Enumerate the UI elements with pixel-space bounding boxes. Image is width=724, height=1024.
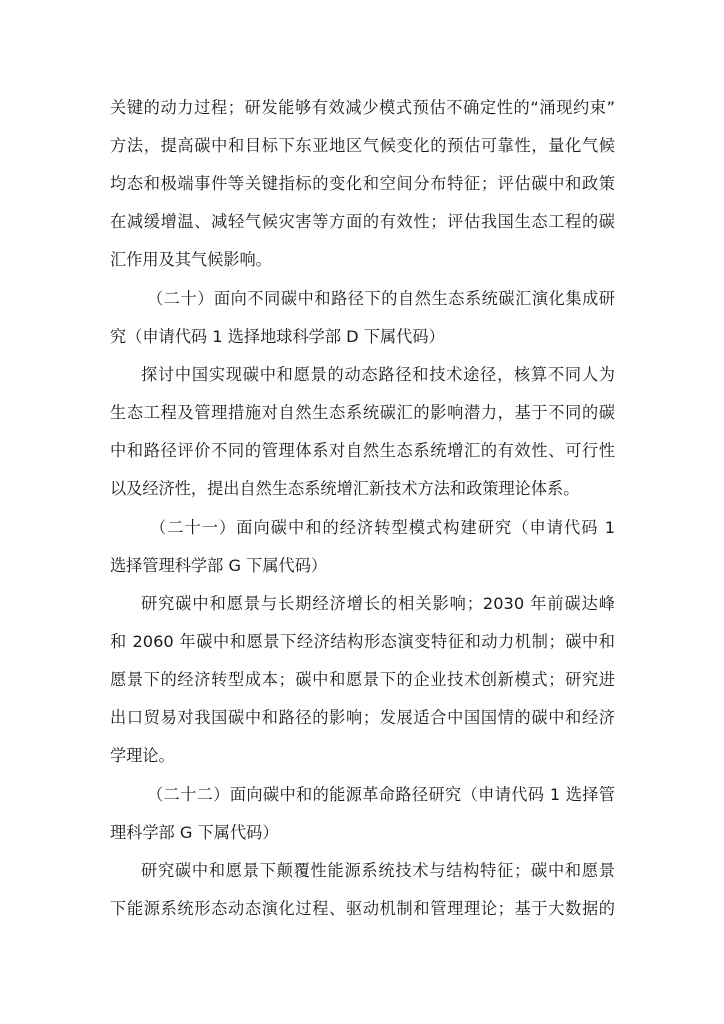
section-heading-line: （二十二）面向碳中和的能源革命路径研究（申请代码 1 选择管: [147, 785, 615, 804]
section-heading-line: （二十一）面向碳中和的经济转型模式构建研究（申请代码 1: [150, 518, 615, 537]
paragraph-line: 中和路径评价不同的管理体系对自然生态系统增汇的有效性、可行性: [110, 441, 615, 460]
paragraph-line: 均态和极端事件等关键指标的变化和空间分布特征；评估碳中和政策: [110, 174, 615, 193]
paragraph-line: 出口贸易对我国碳中和路径的影响；发展适合中国国情的碳中和经济: [110, 708, 615, 727]
section-heading-line: 选择管理科学部 G 下属代码）: [110, 556, 328, 575]
section-heading-line: 理科学部 G 下属代码）: [110, 823, 279, 842]
paragraph-line: 下能源系统形态动态演化过程、驱动机制和管理理论；基于大数据的: [110, 899, 615, 918]
paragraph-line: 研究碳中和愿景与长期经济增长的相关影响；2030 年前碳达峰: [141, 594, 615, 613]
paragraph-line: 关键的动力过程；研发能够有效减少模式预估不确定性的“涌现约束”: [110, 98, 615, 117]
section-heading-line: （二十）面向不同碳中和路径下的自然生态系统碳汇演化集成研: [147, 289, 615, 308]
paragraph-line: 和 2060 年碳中和愿景下经济结构形态演变特征和动力机制；碳中和: [110, 632, 615, 651]
paragraph-line: 生态工程及管理措施对自然生态系统碳汇的影响潜力，基于不同的碳: [110, 403, 615, 422]
paragraph-line: 方法，提高碳中和目标下东亚地区气候变化的预估可靠性，量化气候: [110, 136, 615, 155]
paragraph-line: 愿景下的经济转型成本；碳中和愿景下的企业技术创新模式；研究进: [110, 670, 615, 689]
paragraph-line: 学理论。: [110, 746, 175, 765]
section-heading-line: 究（申请代码 1 选择地球科学部 D 下属代码）: [110, 327, 445, 346]
paragraph-line: 在减缓增温、减轻气候灾害等方面的有效性；评估我国生态工程的碳: [110, 212, 615, 231]
paragraph-line: 以及经济性，提出自然生态系统增汇新技术方法和政策理论体系。: [110, 479, 580, 498]
paragraph-line: 探讨中国实现碳中和愿景的动态路径和技术途径，核算不同人为: [141, 365, 615, 384]
paragraph-line: 研究碳中和愿景下颠覆性能源系统技术与结构特征；碳中和愿景: [141, 861, 615, 880]
paragraph-line: 汇作用及其气候影响。: [110, 250, 272, 269]
